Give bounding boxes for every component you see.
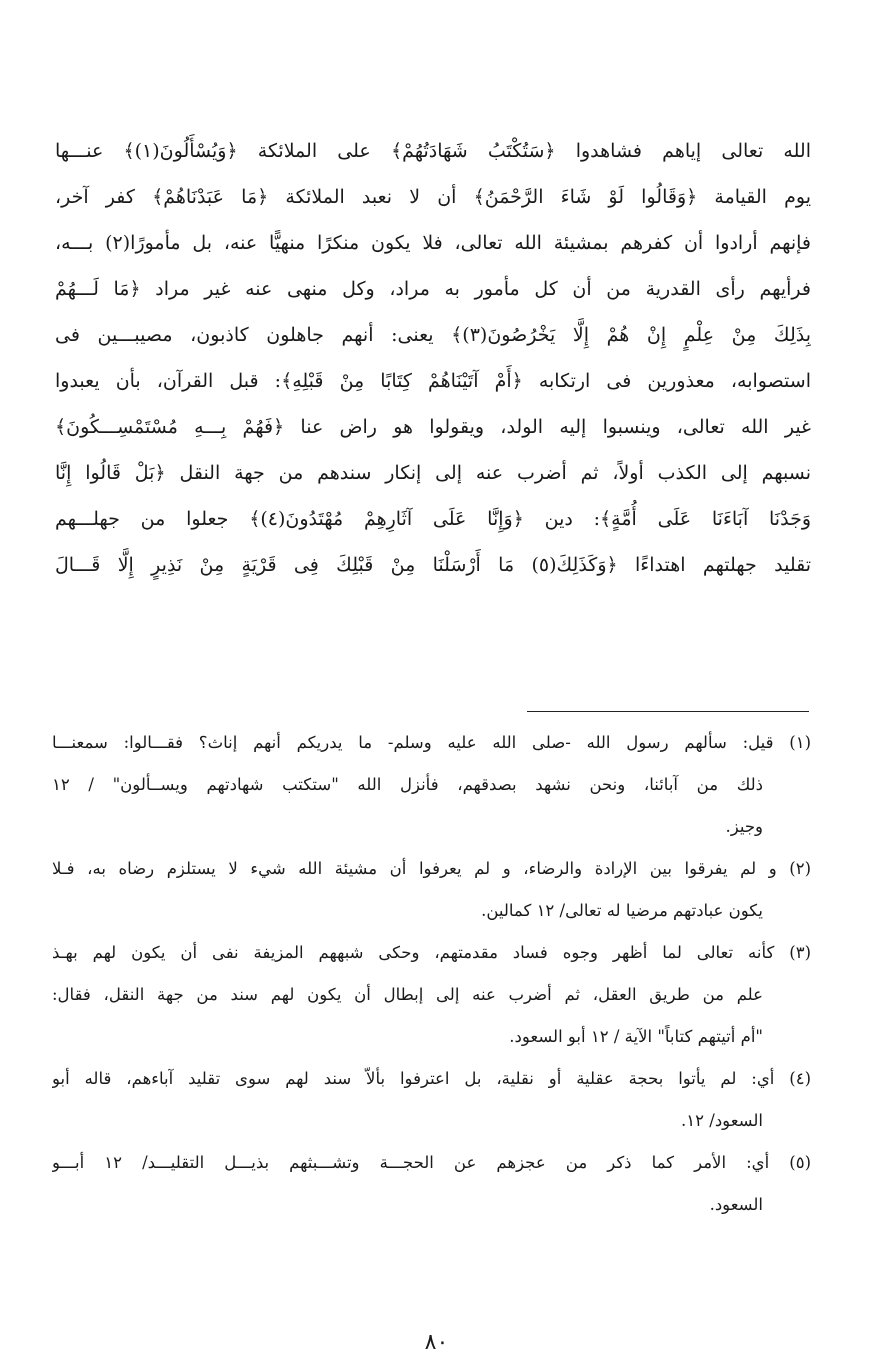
main-line: الله تعالى إياهم فشاهدوا ﴿سَتُكْتَبُ شَهَادَتُهُمْ﴾ على الملائكة ﴿وَيُسْأَلُونَ(١)﴾ عنـــها — [55, 140, 811, 162]
footnote-1-line: وجيز. — [725, 817, 763, 836]
main-line: وَجَدْنَا آبَاءَنَا عَلَى أُمَّةٍ﴾: دين ﴿وَإِنَّا عَلَى آثَارِهِمْ مُهْتَدُونَ(٤)﴾ جعلوا من جهلـــهم — [55, 508, 811, 530]
main-line: فرأيهم رأى القدرية من أن كل مأمور به مراد، وكل منهى عنه غير مراد ﴿مَا لَـــهُمْ — [55, 278, 811, 300]
footnote-4-line: السعود/ ١٢. — [681, 1111, 763, 1130]
footnote-2-line: (٢) و لم يفرقوا بين الإرادة والرضاء، و لم يعرفوا أن مشيئة الله شيء لا يستلزم رضاه به، فـلا — [52, 859, 811, 878]
page-number: ٨٠ — [424, 1330, 449, 1355]
main-line: بِذَلِكَ مِنْ عِلْمٍ إِنْ هُمْ إِلَّا يَخْرُصُونَ(٣)﴾ يعنى: أنهم جاهلون كاذبون، مصيبـــين فى — [55, 324, 811, 346]
footnote-3-line: (٣) كأنه تعالى لما أظهر وجوه فساد مقدمتهم، وحكى شبههم المزيفة نفى أن يكون لهم بهـذ — [52, 943, 811, 962]
footnote-3-line: "أم أتيتهم كتاباً" الآية / ١٢ أبو السعود. — [509, 1027, 763, 1046]
footnote-1-line: (١) قيل: سألهم رسول الله -صلى الله عليه وسلم- ما يدريكم أنهم إناث؟ فقـــالوا: سمعنـــا — [52, 733, 811, 752]
footnotes-block — [52, 722, 811, 1226]
footnote-2-line: يكون عبادتهم مرضيا له تعالى/ ١٢ كمالين. — [481, 901, 763, 920]
main-line: يوم القيامة ﴿وَقَالُوا لَوْ شَاءَ الرَّحْمَنُ﴾ أن لا نعبد الملائكة ﴿مَا عَبَدْنَاهُمْ﴾ كفر آخر، — [55, 186, 811, 208]
main-text-block — [55, 128, 811, 588]
main-line: فإنهم أرادوا أن كفرهم بمشيئة الله تعالى، فلا يكون منكرًا منهيًّا عنه، بل مأمورًا(٢) بـــه، — [55, 232, 811, 254]
footnote-4-line: (٤) أي: لم يأتوا بحجة عقلية أو نقلية، بل اعترفوا بألاّ سند لهم سوى تقليد آباءهم، قاله أبو — [52, 1069, 811, 1088]
main-line: نسبهم إلى الكذب أولاً، ثم أضرب عنه إلى إنكار سندهم من جهة النقل ﴿بَلْ قَالُوا إِنَّا — [55, 462, 811, 484]
main-line: استصوابه، معذورين فى ارتكابه ﴿أَمْ آتَيْنَاهُمْ كِتَابًا مِنْ قَبْلِهِ﴾: قبل القرآن، بأن يعبدوا — [55, 370, 811, 392]
footnote-5-line: السعود. — [709, 1195, 763, 1214]
main-line: غير الله تعالى، وينسبوا إليه الولد، ويقولوا هو راض عنا ﴿فَهُمْ بِـــهِ مُسْتَمْسِـــكُونَ﴾ — [55, 416, 811, 438]
footnote-divider — [527, 711, 809, 712]
main-line: تقليد جهلتهم اهتداءًا ﴿وَكَذَلِكَ(٥) مَا أَرْسَلْنَا مِنْ قَبْلِكَ فِى قَرْيَةٍ مِنْ نَذِيرٍ إِلَّا قَـــالَ — [55, 554, 811, 576]
footnote-1-line: ذلك من آبائنا، ونحن نشهد بصدقهم، فأنزل الله "ستكتب شهادتهم ويســألون" / ١٢ — [52, 775, 763, 794]
footnote-3-line: علم من طريق العقل، ثم أضرب عنه إلى إبطال أن يكون لهم سند من جهة النقل، فقال: — [52, 985, 763, 1004]
footnote-5-line: (٥) أي: الأمر كما ذكر من عجزهم عن الحجـــة وتشـــبثهم بذيـــل التقليـــد/ ١٢ أبـــو — [52, 1153, 811, 1172]
